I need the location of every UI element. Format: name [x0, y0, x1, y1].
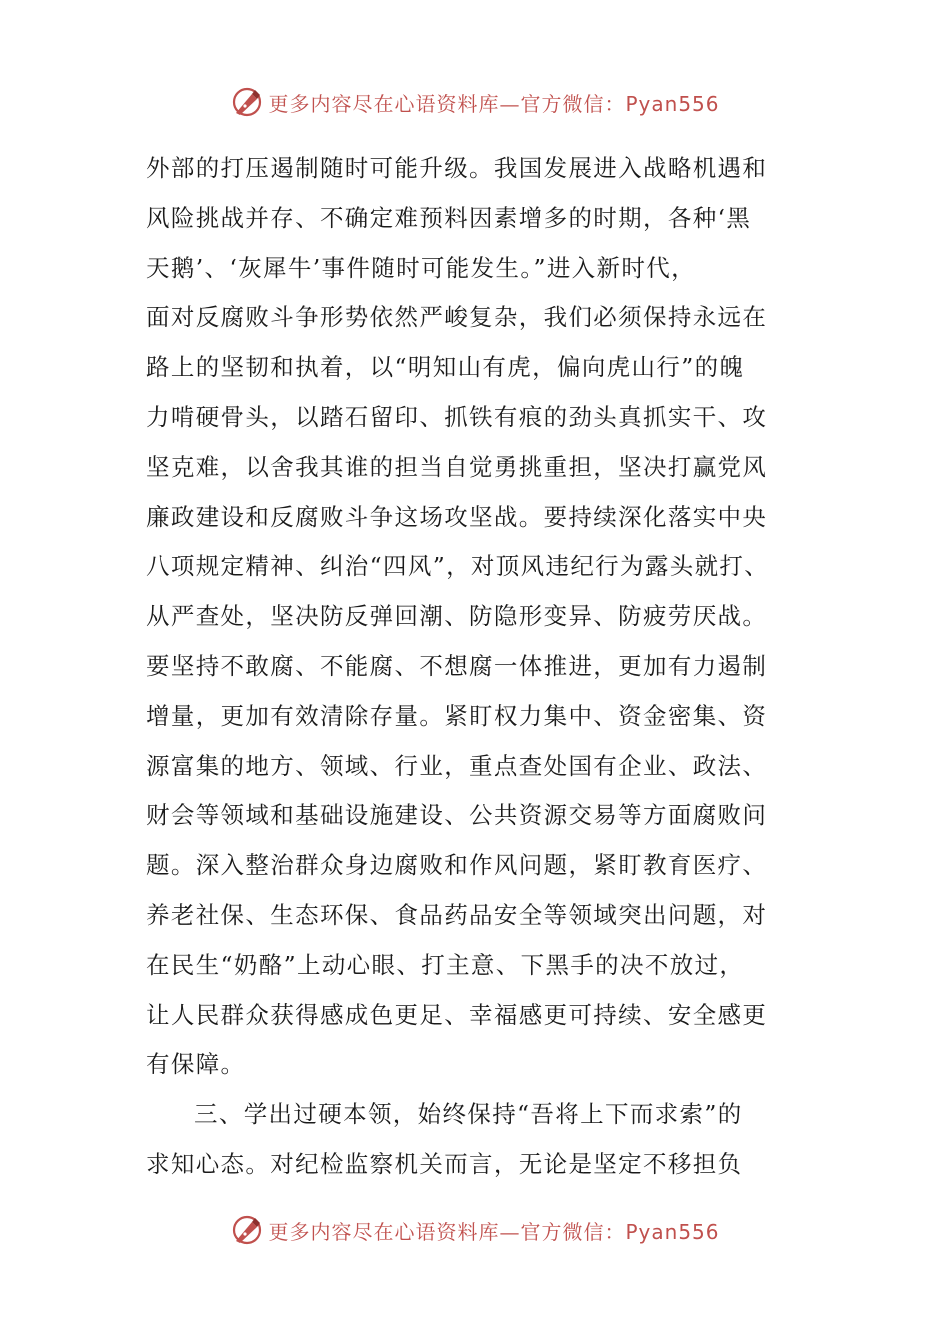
body-line: 养老社保、生态环保、食品药品安全等领域突出问题，对	[146, 900, 768, 929]
body-line: 面对反腐败斗争形势依然严峻复杂，我们必须保持永远在	[146, 303, 768, 332]
header-banner	[0, 80, 950, 124]
header-banner-handle: Pyan556	[625, 91, 720, 116]
body-line: 有保障。	[146, 1050, 246, 1079]
document-body	[146, 144, 796, 1190]
footer-banner-handle: Pyan556	[625, 1219, 720, 1244]
body-line: 题。深入整治群众身边腐败和作风问题，紧盯教育医疗、	[146, 851, 768, 880]
body-line: 要坚持不敢腐、不能腐、不想腐一体推进，更加有力遏制	[146, 651, 768, 680]
body-line: 财会等领域和基础设施建设、公共资源交易等方面腐败问	[146, 801, 768, 830]
body-line: 源富集的地方、领域、行业，重点查处国有企业、政法、	[146, 751, 768, 780]
body-line: 增量，更加有效清除存量。紧盯权力集中、资金密集、资	[146, 701, 768, 730]
body-line: 廉政建设和反腐败斗争这场攻坚战。要持续深化落实中央	[146, 502, 768, 531]
header-banner-label: 更多内容尽在心语资料库—官方微信：	[268, 91, 626, 116]
body-line: 在民生“奶酪”上动心眼、打主意、下黑手的决不放过，	[146, 950, 745, 979]
header-banner-text	[268, 88, 719, 117]
body-line: 从严查处，坚决防反弹回潮、防隐形变异、防疲劳厌战。	[146, 602, 768, 631]
body-line: 让人民群众获得感成色更足、幸福感更可持续、安全感更	[146, 1000, 768, 1029]
body-line: 八项规定精神、纠治“四风”，对顶风违纪行为露头就打、	[146, 552, 770, 581]
section-heading-line: 三、学出过硬本领，始终保持“吾将上下而求索”的	[194, 1100, 743, 1129]
footer-banner-text	[268, 1216, 719, 1245]
body-line: 路上的坚韧和执着，以“明知山有虎，偏向虎山行”的魄	[146, 353, 745, 382]
body-line: 求知心态。对纪检监察机关而言，无论是坚定不移担负	[146, 1149, 743, 1178]
pen-nib-logo-icon	[230, 1213, 264, 1247]
body-line: 坚克难，以舍我其谁的担当自觉勇挑重担，坚决打赢党风	[146, 452, 768, 481]
body-line: 风险挑战并存、不确定难预料因素增多的时期，各种‘黑	[146, 203, 752, 232]
body-line: 力啃硬骨头，以踏石留印、抓铁有痕的劲头真抓实干、攻	[146, 402, 768, 431]
footer-banner-label: 更多内容尽在心语资料库—官方微信：	[268, 1219, 626, 1244]
pen-nib-logo-icon	[230, 85, 264, 119]
body-line: 外部的打压遏制随时可能升级。我国发展进入战略机遇和	[146, 154, 768, 182]
footer-banner	[0, 1208, 950, 1252]
body-line: 天鹅’、‘灰犀牛’事件随时可能发生。”进入新时代，	[146, 253, 696, 282]
